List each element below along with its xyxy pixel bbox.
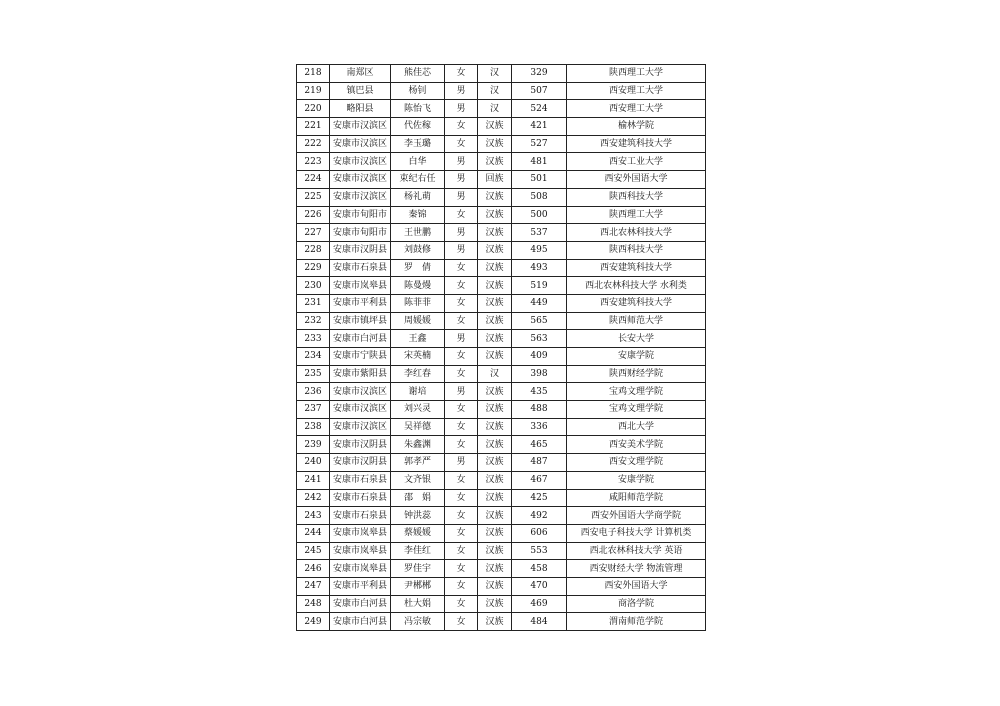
school-cell: 西安外国语大学商学院 [567, 507, 706, 525]
student-name-cell: 尹郴郴 [391, 577, 445, 595]
gender-cell: 女 [445, 294, 478, 312]
row-number-cell: 241 [297, 471, 330, 489]
school-cell: 宝鸡文理学院 [567, 401, 706, 419]
score-cell: 435 [512, 383, 567, 401]
row-number-cell: 239 [297, 436, 330, 454]
row-number-cell: 219 [297, 82, 330, 100]
student-name-cell: 李玉璐 [391, 135, 445, 153]
ethnicity-cell: 汉 [478, 365, 512, 383]
ethnicity-cell: 汉族 [478, 560, 512, 578]
school-cell: 榆林学院 [567, 118, 706, 136]
ethnicity-cell: 汉族 [478, 454, 512, 472]
student-name-cell: 冯宗敏 [391, 613, 445, 631]
gender-cell: 男 [445, 82, 478, 100]
ethnicity-cell: 汉族 [478, 401, 512, 419]
ethnicity-cell: 汉族 [478, 418, 512, 436]
region-cell: 安康市汉滨区 [330, 135, 391, 153]
school-cell: 西安建筑科技大学 [567, 294, 706, 312]
score-cell: 467 [512, 471, 567, 489]
score-cell: 524 [512, 100, 567, 118]
ethnicity-cell: 汉族 [478, 135, 512, 153]
row-number-cell: 249 [297, 613, 330, 631]
gender-cell: 女 [445, 542, 478, 560]
score-cell: 409 [512, 348, 567, 366]
region-cell: 安康市汉滨区 [330, 171, 391, 189]
student-name-cell: 杜大娟 [391, 595, 445, 613]
table-row [297, 241, 706, 259]
table-row [297, 542, 706, 560]
student-name-cell: 钟洪蕊 [391, 507, 445, 525]
row-number-cell: 235 [297, 365, 330, 383]
gender-cell: 女 [445, 312, 478, 330]
region-cell: 安康市汉滨区 [330, 401, 391, 419]
row-number-cell: 230 [297, 277, 330, 295]
score-cell: 470 [512, 577, 567, 595]
score-cell: 507 [512, 82, 567, 100]
region-cell: 安康市石泉县 [330, 507, 391, 525]
table-row [297, 100, 706, 118]
score-cell: 606 [512, 524, 567, 542]
row-number-cell: 248 [297, 595, 330, 613]
score-cell: 398 [512, 365, 567, 383]
row-number-cell: 229 [297, 259, 330, 277]
table-row [297, 613, 706, 631]
gender-cell: 女 [445, 259, 478, 277]
row-number-cell: 233 [297, 330, 330, 348]
gender-cell: 女 [445, 613, 478, 631]
student-name-cell: 宋英楠 [391, 348, 445, 366]
score-cell: 425 [512, 489, 567, 507]
student-name-cell: 吴祥德 [391, 418, 445, 436]
gender-cell: 女 [445, 577, 478, 595]
table-row [297, 436, 706, 454]
student-name-cell: 邵 娟 [391, 489, 445, 507]
score-cell: 481 [512, 153, 567, 171]
school-cell: 陕西财经学院 [567, 365, 706, 383]
ethnicity-cell: 汉族 [478, 206, 512, 224]
gender-cell: 女 [445, 135, 478, 153]
table-row [297, 401, 706, 419]
table-row [297, 595, 706, 613]
score-cell: 501 [512, 171, 567, 189]
student-name-cell: 文齐银 [391, 471, 445, 489]
student-name-cell: 李红春 [391, 365, 445, 383]
score-cell: 519 [512, 277, 567, 295]
gender-cell: 男 [445, 224, 478, 242]
student-name-cell: 陈曼熳 [391, 277, 445, 295]
region-cell: 安康市旬阳市 [330, 224, 391, 242]
region-cell: 安康市石泉县 [330, 259, 391, 277]
gender-cell: 男 [445, 241, 478, 259]
school-cell: 陕西科技大学 [567, 241, 706, 259]
table-row [297, 188, 706, 206]
ethnicity-cell: 汉族 [478, 294, 512, 312]
gender-cell: 女 [445, 471, 478, 489]
row-number-cell: 242 [297, 489, 330, 507]
student-name-cell: 郭孝严 [391, 454, 445, 472]
school-cell: 西安理工大学 [567, 100, 706, 118]
school-cell: 咸阳师范学院 [567, 489, 706, 507]
score-cell: 329 [512, 65, 567, 83]
school-cell: 西安建筑科技大学 [567, 259, 706, 277]
school-cell: 陕西理工大学 [567, 65, 706, 83]
table-row [297, 348, 706, 366]
region-cell: 安康市汉阴县 [330, 436, 391, 454]
ethnicity-cell: 汉族 [478, 241, 512, 259]
student-name-cell: 王世鹏 [391, 224, 445, 242]
ethnicity-cell: 汉族 [478, 312, 512, 330]
table-row [297, 471, 706, 489]
table-row [297, 135, 706, 153]
school-cell: 西安理工大学 [567, 82, 706, 100]
gender-cell: 男 [445, 383, 478, 401]
student-name-cell: 熊佳芯 [391, 65, 445, 83]
row-number-cell: 240 [297, 454, 330, 472]
gender-cell: 男 [445, 100, 478, 118]
region-cell: 安康市石泉县 [330, 471, 391, 489]
school-cell: 西安外国语大学 [567, 171, 706, 189]
roster-body [297, 65, 706, 631]
region-cell: 安康市岚皋县 [330, 560, 391, 578]
region-cell: 安康市宁陕县 [330, 348, 391, 366]
region-cell: 安康市镇坪县 [330, 312, 391, 330]
school-cell: 西安文理学院 [567, 454, 706, 472]
gender-cell: 女 [445, 206, 478, 224]
row-number-cell: 223 [297, 153, 330, 171]
table-row [297, 454, 706, 472]
student-name-cell: 杨礼萌 [391, 188, 445, 206]
score-cell: 488 [512, 401, 567, 419]
region-cell: 镇巴县 [330, 82, 391, 100]
score-cell: 487 [512, 454, 567, 472]
score-cell: 465 [512, 436, 567, 454]
table-row [297, 330, 706, 348]
table-row [297, 312, 706, 330]
table-row [297, 489, 706, 507]
score-cell: 537 [512, 224, 567, 242]
score-cell: 563 [512, 330, 567, 348]
region-cell: 安康市汉阴县 [330, 454, 391, 472]
student-name-cell: 刘鼓修 [391, 241, 445, 259]
gender-cell: 女 [445, 524, 478, 542]
region-cell: 安康市白河县 [330, 330, 391, 348]
student-name-cell: 杨钊 [391, 82, 445, 100]
student-name-cell: 白华 [391, 153, 445, 171]
row-number-cell: 247 [297, 577, 330, 595]
region-cell: 安康市汉滨区 [330, 153, 391, 171]
row-number-cell: 244 [297, 524, 330, 542]
ethnicity-cell: 汉 [478, 65, 512, 83]
score-cell: 421 [512, 118, 567, 136]
score-cell: 492 [512, 507, 567, 525]
ethnicity-cell: 汉族 [478, 524, 512, 542]
ethnicity-cell: 汉 [478, 100, 512, 118]
school-cell: 安康学院 [567, 348, 706, 366]
school-cell: 西北农林科技大学 [567, 224, 706, 242]
ethnicity-cell: 汉族 [478, 471, 512, 489]
table-row [297, 153, 706, 171]
student-name-cell: 周媛媛 [391, 312, 445, 330]
ethnicity-cell: 汉族 [478, 153, 512, 171]
school-cell: 陕西科技大学 [567, 188, 706, 206]
student-name-cell: 蔡媛媛 [391, 524, 445, 542]
ethnicity-cell: 汉族 [478, 436, 512, 454]
gender-cell: 男 [445, 454, 478, 472]
school-cell: 西安电子科技大学 计算机类 [567, 524, 706, 542]
ethnicity-cell: 汉 [478, 82, 512, 100]
student-name-cell: 刘兴灵 [391, 401, 445, 419]
row-number-cell: 234 [297, 348, 330, 366]
score-cell: 508 [512, 188, 567, 206]
table-row [297, 507, 706, 525]
row-number-cell: 228 [297, 241, 330, 259]
school-cell: 西安财经大学 物流管理 [567, 560, 706, 578]
region-cell: 安康市旬阳市 [330, 206, 391, 224]
gender-cell: 男 [445, 330, 478, 348]
school-cell: 西安美术学院 [567, 436, 706, 454]
region-cell: 安康市汉滨区 [330, 188, 391, 206]
score-cell: 336 [512, 418, 567, 436]
gender-cell: 男 [445, 188, 478, 206]
gender-cell: 女 [445, 277, 478, 295]
row-number-cell: 221 [297, 118, 330, 136]
region-cell: 安康市汉阴县 [330, 241, 391, 259]
gender-cell: 女 [445, 348, 478, 366]
row-number-cell: 238 [297, 418, 330, 436]
region-cell: 安康市岚皋县 [330, 524, 391, 542]
ethnicity-cell: 汉族 [478, 348, 512, 366]
ethnicity-cell: 回族 [478, 171, 512, 189]
gender-cell: 男 [445, 171, 478, 189]
region-cell: 安康市石泉县 [330, 489, 391, 507]
school-cell: 宝鸡文理学院 [567, 383, 706, 401]
ethnicity-cell: 汉族 [478, 489, 512, 507]
gender-cell: 女 [445, 365, 478, 383]
student-name-cell: 秦锦 [391, 206, 445, 224]
school-cell: 陕西理工大学 [567, 206, 706, 224]
student-name-cell: 朱鑫渊 [391, 436, 445, 454]
school-cell: 安康学院 [567, 471, 706, 489]
row-number-cell: 243 [297, 507, 330, 525]
ethnicity-cell: 汉族 [478, 542, 512, 560]
row-number-cell: 218 [297, 65, 330, 83]
table-row [297, 418, 706, 436]
row-number-cell: 220 [297, 100, 330, 118]
table-row [297, 383, 706, 401]
row-number-cell: 226 [297, 206, 330, 224]
school-cell: 西北大学 [567, 418, 706, 436]
region-cell: 安康市紫阳县 [330, 365, 391, 383]
region-cell: 安康市白河县 [330, 595, 391, 613]
ethnicity-cell: 汉族 [478, 577, 512, 595]
score-cell: 469 [512, 595, 567, 613]
student-roster-table [296, 64, 706, 631]
score-cell: 527 [512, 135, 567, 153]
student-name-cell: 罗 倩 [391, 259, 445, 277]
region-cell: 安康市汉滨区 [330, 118, 391, 136]
score-cell: 565 [512, 312, 567, 330]
student-name-cell: 陈菲菲 [391, 294, 445, 312]
gender-cell: 女 [445, 401, 478, 419]
ethnicity-cell: 汉族 [478, 224, 512, 242]
school-cell: 渭南师范学院 [567, 613, 706, 631]
region-cell: 安康市平利县 [330, 577, 391, 595]
region-cell: 南郑区 [330, 65, 391, 83]
student-name-cell: 束纪右任 [391, 171, 445, 189]
row-number-cell: 246 [297, 560, 330, 578]
gender-cell: 女 [445, 507, 478, 525]
score-cell: 553 [512, 542, 567, 560]
school-cell: 商洛学院 [567, 595, 706, 613]
table-row [297, 577, 706, 595]
gender-cell: 女 [445, 118, 478, 136]
student-name-cell: 李佳红 [391, 542, 445, 560]
ethnicity-cell: 汉族 [478, 613, 512, 631]
table-row [297, 118, 706, 136]
gender-cell: 男 [445, 153, 478, 171]
row-number-cell: 232 [297, 312, 330, 330]
school-cell: 西安外国语大学 [567, 577, 706, 595]
region-cell: 安康市平利县 [330, 294, 391, 312]
school-cell: 西北农林科技大学 英语 [567, 542, 706, 560]
gender-cell: 女 [445, 436, 478, 454]
region-cell: 安康市白河县 [330, 613, 391, 631]
table-row [297, 259, 706, 277]
table-row [297, 82, 706, 100]
score-cell: 500 [512, 206, 567, 224]
gender-cell: 女 [445, 65, 478, 83]
table-row [297, 206, 706, 224]
table-row [297, 65, 706, 83]
school-cell: 西安建筑科技大学 [567, 135, 706, 153]
row-number-cell: 245 [297, 542, 330, 560]
table-row [297, 277, 706, 295]
student-name-cell: 罗佳宇 [391, 560, 445, 578]
row-number-cell: 224 [297, 171, 330, 189]
score-cell: 493 [512, 259, 567, 277]
ethnicity-cell: 汉族 [478, 259, 512, 277]
table-row [297, 560, 706, 578]
table-row [297, 224, 706, 242]
score-cell: 495 [512, 241, 567, 259]
school-cell: 长安大学 [567, 330, 706, 348]
table-row [297, 294, 706, 312]
gender-cell: 女 [445, 595, 478, 613]
row-number-cell: 231 [297, 294, 330, 312]
ethnicity-cell: 汉族 [478, 118, 512, 136]
row-number-cell: 236 [297, 383, 330, 401]
student-name-cell: 代佐稼 [391, 118, 445, 136]
score-cell: 484 [512, 613, 567, 631]
ethnicity-cell: 汉族 [478, 383, 512, 401]
table-row [297, 524, 706, 542]
ethnicity-cell: 汉族 [478, 330, 512, 348]
row-number-cell: 227 [297, 224, 330, 242]
ethnicity-cell: 汉族 [478, 188, 512, 206]
score-cell: 458 [512, 560, 567, 578]
student-name-cell: 谢培 [391, 383, 445, 401]
gender-cell: 女 [445, 560, 478, 578]
ethnicity-cell: 汉族 [478, 277, 512, 295]
region-cell: 安康市岚皋县 [330, 277, 391, 295]
ethnicity-cell: 汉族 [478, 507, 512, 525]
gender-cell: 女 [445, 418, 478, 436]
region-cell: 安康市汉滨区 [330, 418, 391, 436]
school-cell: 陕西师范大学 [567, 312, 706, 330]
row-number-cell: 237 [297, 401, 330, 419]
school-cell: 西北农林科技大学 水利类 [567, 277, 706, 295]
school-cell: 西安工业大学 [567, 153, 706, 171]
score-cell: 449 [512, 294, 567, 312]
table-row [297, 171, 706, 189]
region-cell: 安康市岚皋县 [330, 542, 391, 560]
row-number-cell: 225 [297, 188, 330, 206]
region-cell: 安康市汉滨区 [330, 383, 391, 401]
table-row [297, 365, 706, 383]
student-name-cell: 陈怡飞 [391, 100, 445, 118]
row-number-cell: 222 [297, 135, 330, 153]
gender-cell: 女 [445, 489, 478, 507]
ethnicity-cell: 汉族 [478, 595, 512, 613]
student-name-cell: 王鑫 [391, 330, 445, 348]
region-cell: 略阳县 [330, 100, 391, 118]
